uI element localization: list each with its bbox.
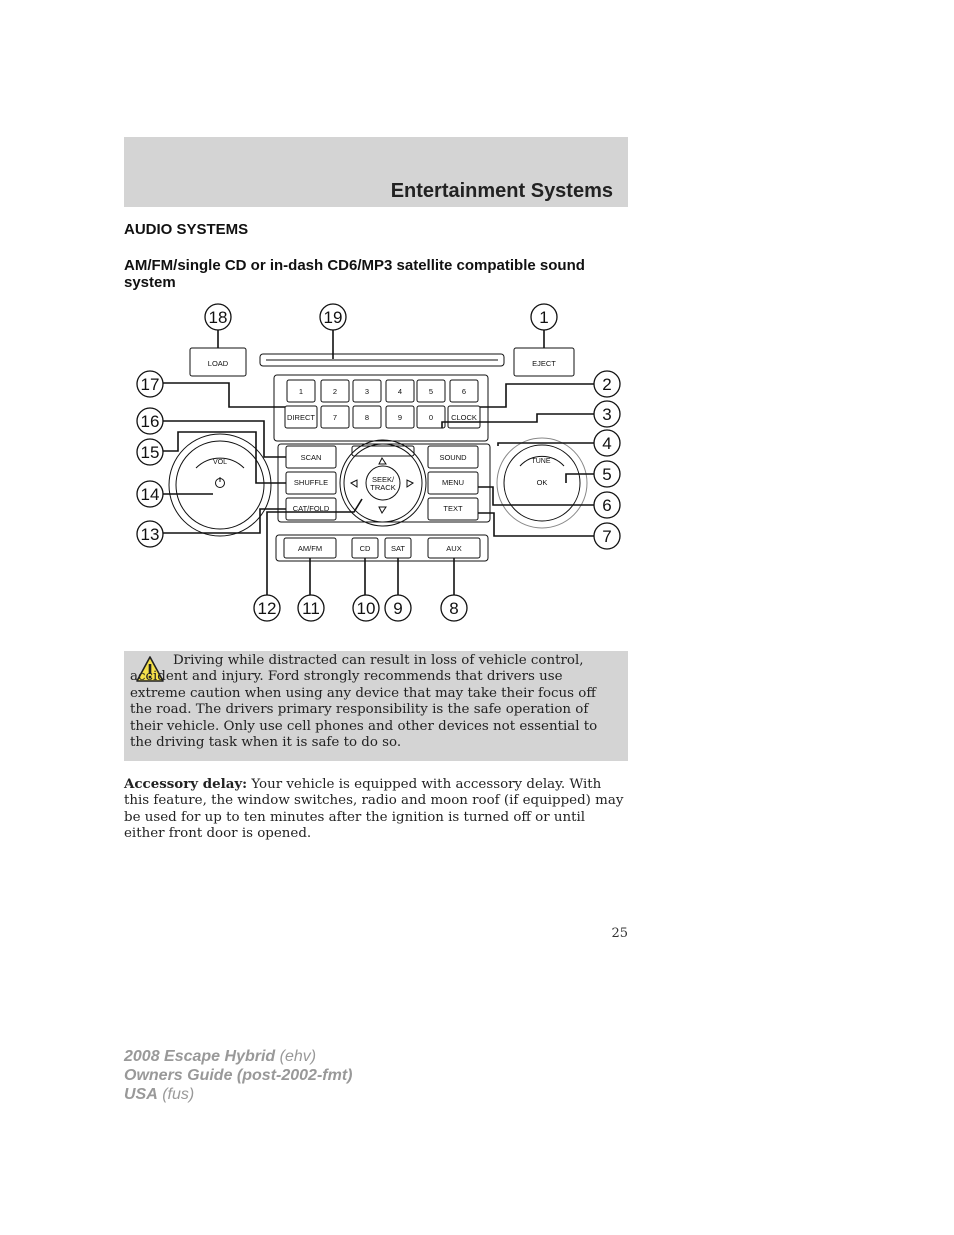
eject-label: EJECT	[532, 359, 556, 368]
accessory-delay-paragraph	[124, 776, 628, 843]
footer-market: USA	[124, 1086, 158, 1103]
track-label: TRACK	[370, 483, 396, 492]
header-bar	[124, 137, 628, 207]
callout-12: 12	[257, 599, 277, 618]
direct-label: DIRECT	[287, 413, 315, 422]
load-label: LOAD	[207, 359, 229, 368]
cd-label: CD	[359, 544, 371, 553]
catfold-label: CAT/FOLD	[292, 504, 330, 513]
footer-market-code: (fus)	[157, 1086, 195, 1103]
callout-18: 18	[208, 308, 228, 327]
tune-label: TUNE	[531, 458, 551, 465]
callout-14: 14	[140, 485, 160, 504]
text-label: TEXT	[443, 504, 463, 513]
preset-3-label: 3	[364, 387, 370, 396]
callout-17: 17	[140, 375, 160, 394]
callout-5: 5	[602, 465, 612, 484]
preset-9-label: 9	[397, 413, 403, 422]
preset-7-label: 7	[332, 413, 338, 422]
preset-2-label: 2	[332, 387, 338, 396]
footer-model: 2008 Escape Hybrid	[124, 1048, 276, 1065]
page-title: Entertainment Systems	[390, 180, 613, 202]
page-number: 25	[611, 926, 628, 941]
callout-9: 9	[393, 599, 403, 618]
shuffle-label: SHUFFLE	[293, 478, 329, 487]
preset-0-label: 0	[428, 413, 434, 422]
callout-13: 13	[140, 525, 160, 544]
preset-8-label: 8	[364, 413, 370, 422]
sat-label: SAT	[390, 544, 406, 553]
callout-1: 1	[539, 308, 549, 327]
aux-label: AUX	[446, 544, 462, 553]
preset-6-label: 6	[461, 387, 467, 396]
seek-label: SEEK/	[371, 475, 395, 484]
warning-box	[124, 651, 628, 761]
vol-label: VOL	[212, 459, 228, 466]
section-title: AUDIO SYSTEMS	[124, 221, 249, 238]
callout-16: 16	[140, 412, 160, 431]
menu-label: MENU	[441, 478, 465, 487]
warning-text: Driving while distracted can result in loss of vehicle control, accident and injury. Ford strongly recommends that drivers use extreme caution when using any device that may take their focus off the road. The drivers primary responsibility is the safe operation of their vehicle. Only use cell phones and other devices not essential to the driving task when it is safe to do so.	[130, 653, 598, 751]
callout-8: 8	[449, 599, 459, 618]
section-subtitle: AM/FM/single CD or in-dash CD6/MP3 satellite compatible sound system	[124, 257, 585, 291]
amfm-label: AM/FM	[297, 544, 323, 553]
preset-5-label: 5	[428, 387, 434, 396]
clock-label: CLOCK	[451, 413, 477, 422]
callout-3: 3	[602, 405, 612, 424]
callout-15: 15	[140, 443, 160, 462]
footer-model-code: (ehv)	[275, 1048, 317, 1065]
sound-label: SOUND	[439, 453, 467, 462]
callout-10: 10	[356, 599, 376, 618]
preset-4-label: 4	[397, 387, 403, 396]
callout-19: 19	[323, 308, 343, 327]
accessory-delay-label: Accessory delay:	[124, 776, 248, 792]
accessory-delay-text: Your vehicle is equipped with accessory delay. With this feature, the window switches, radio and moon roof (if equipped) may be used for up to ten minutes after the ignition is turned off or until either front door is opened.	[124, 777, 624, 842]
callout-6: 6	[602, 496, 612, 515]
footer	[124, 1047, 352, 1104]
radio-diagram	[124, 296, 628, 631]
callout-4: 4	[602, 434, 612, 453]
callout-11: 11	[302, 599, 320, 618]
scan-label: SCAN	[300, 453, 322, 462]
preset-1-label: 1	[298, 387, 304, 396]
footer-guide: Owners Guide (post-2002-fmt)	[124, 1067, 353, 1084]
ok-label: OK	[536, 478, 548, 487]
callout-2: 2	[602, 375, 612, 394]
callout-7: 7	[602, 527, 612, 546]
